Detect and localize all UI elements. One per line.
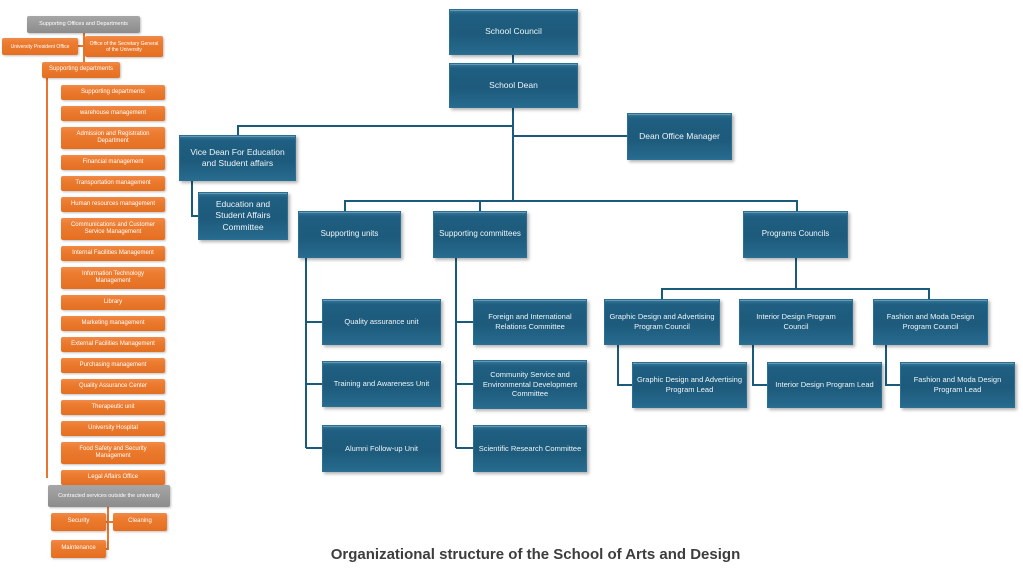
node-secretary-general-office: Office of the Secretary General of the University (85, 36, 163, 57)
dept-item: Quality Assurance Center (61, 379, 165, 394)
node-maintenance: Maintenance (51, 540, 106, 558)
node-interior-design-council: Interior Design Program Council (739, 299, 853, 345)
node-interior-design-lead: Interior Design Program Lead (767, 362, 882, 408)
node-supporting-units: Supporting units (298, 211, 401, 258)
node-cleaning: Cleaning (113, 513, 167, 531)
dept-item: Purchasing management (61, 358, 165, 373)
dept-item: Marketing management (61, 316, 165, 331)
dept-item: Therapeutic unit (61, 400, 165, 415)
dept-item: University Hospital (61, 421, 165, 436)
node-alumni-followup-unit: Alumni Follow-up Unit (322, 425, 441, 472)
node-dean-office-manager: Dean Office Manager (627, 113, 732, 160)
node-programs-councils: Programs Councils (743, 211, 848, 258)
node-education-student-affairs-committee: Education and Student Affairs Committee (198, 192, 288, 240)
node-scientific-research-committee: Scientific Research Committee (473, 425, 587, 472)
dept-item: Legal Affairs Office (61, 470, 165, 485)
dept-item: Transportation management (61, 176, 165, 191)
chart-title: Organizational structure of the School of Arts and Design (330, 546, 741, 563)
node-fashion-moda-lead: Fashion and Moda Design Program Lead (900, 362, 1015, 408)
dept-item: Information Technology Management (61, 267, 165, 289)
node-foreign-relations-committee: Foreign and International Relations Committee (473, 299, 587, 345)
node-graphic-design-lead: Graphic Design and Advertising Program Lead (632, 362, 747, 408)
node-quality-assurance-unit: Quality assurance unit (322, 299, 441, 345)
dept-item: Financial management (61, 155, 165, 170)
node-graphic-design-council: Graphic Design and Advertising Program Council (604, 299, 720, 345)
dept-item: Food Safety and Security Management (61, 442, 165, 464)
dept-item: Supporting departments (61, 85, 165, 100)
supporting-departments-list (61, 85, 165, 485)
node-school-dean: School Dean (449, 63, 578, 108)
node-security: Security (51, 513, 106, 531)
node-supporting-offices-header: Supporting Offices and Departments (27, 16, 140, 33)
node-community-service-committee: Community Service and Environmental Development Committee (473, 360, 587, 409)
dept-item: External Facilities Management (61, 337, 165, 352)
dept-item: Communications and Customer Service Management (61, 218, 165, 240)
node-contracted-services-header: Contracted services outside the university (48, 485, 170, 507)
node-supporting-departments-header: Supporting departments (42, 62, 120, 78)
node-supporting-committees: Supporting committees (433, 211, 527, 258)
dept-item: Internal Facilities Management (61, 246, 165, 261)
dept-item: Human resources management (61, 197, 165, 212)
node-vice-dean-education: Vice Dean For Education and Student affairs (179, 135, 296, 181)
dept-item: Library (61, 295, 165, 310)
node-fashion-moda-council: Fashion and Moda Design Program Council (873, 299, 988, 345)
node-school-council: School Council (449, 9, 578, 55)
node-university-president-office: University President Office (2, 38, 78, 55)
node-training-awareness-unit: Training and Awareness Unit (322, 361, 441, 407)
dept-item: warehouse management (61, 106, 165, 121)
dept-item: Admission and Registration Department (61, 127, 165, 149)
